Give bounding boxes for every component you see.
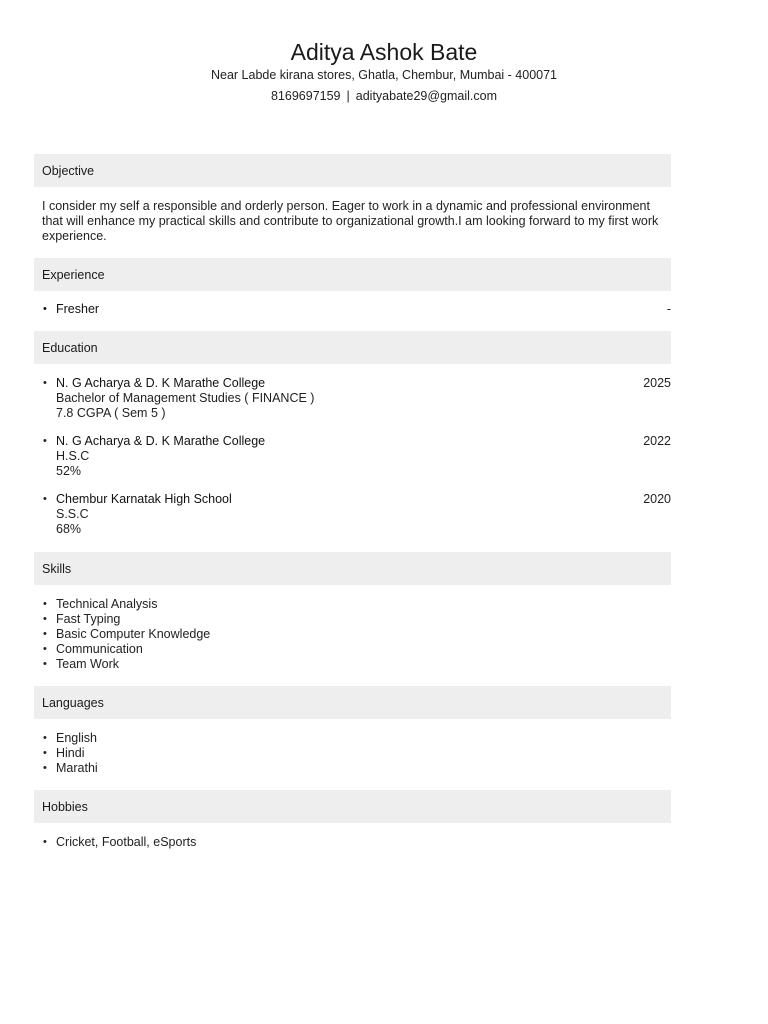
education-entry (42, 376, 671, 421)
list-item: • Technical Analysis (42, 597, 671, 612)
phone-number: 8169697159 (270, 89, 341, 103)
education-institution: • Chembur Karnatak High School (56, 492, 232, 506)
contact-line (0, 88, 768, 104)
objective-text: I consider my self a responsible and orderly person. Eager to work in a dynamic and professional environment that will enhance my practical skills and contribute to organizational growth.I am looking forward to my first work experience. (42, 199, 659, 243)
skills-list (42, 597, 671, 672)
list-item: • Hindi (42, 746, 671, 761)
experience-title: • Fresher (42, 302, 99, 317)
list-item: • Fast Typing (42, 612, 671, 627)
section-header-experience: Experience (34, 258, 671, 291)
list-item: • Basic Computer Knowledge (42, 627, 671, 642)
education-institution: • N. G Acharya & D. K Marathe College (56, 434, 266, 448)
section-header-skills: Skills (34, 552, 671, 585)
education-degree: S.S.C (56, 507, 89, 521)
education-entry (42, 492, 671, 537)
education-year: 2022 (643, 434, 671, 448)
section-header-hobbies: Hobbies (34, 790, 671, 823)
list-item: • Cricket, Football, eSports (42, 835, 671, 850)
education-degree: Bachelor of Management Studies ( FINANCE ) (56, 391, 315, 405)
education-institution: • N. G Acharya & D. K Marathe College (56, 376, 266, 390)
hobbies-list (42, 835, 671, 850)
section-header-education: Education (34, 331, 671, 364)
education-entry (42, 434, 671, 479)
resume-body (34, 154, 671, 862)
section-body-hobbies (34, 823, 671, 862)
experience-duration: - (666, 302, 671, 316)
section-header-languages: Languages (34, 686, 671, 719)
section-body-experience (34, 291, 671, 331)
education-year: 2020 (643, 492, 671, 506)
section-body-languages (34, 719, 671, 790)
education-score: 68% (56, 522, 82, 536)
section-header-objective: Objective (34, 154, 671, 187)
list-item: • Communication (42, 642, 671, 657)
contact-separator: | (346, 89, 350, 103)
email-address: adityabate29@gmail.com (355, 89, 498, 103)
candidate-name: Aditya Ashok Bate (290, 39, 478, 65)
section-body-objective (34, 187, 671, 258)
education-score: 52% (56, 464, 82, 478)
education-degree: H.S.C (56, 449, 90, 463)
resume-header (0, 0, 768, 154)
list-item: • Team Work (42, 657, 671, 672)
section-body-skills (34, 585, 671, 686)
candidate-address: Near Labde kirana stores, Ghatla, Chembur, Mumbai - 400071 (210, 68, 558, 82)
languages-list (42, 731, 671, 776)
list-item: • English (42, 731, 671, 746)
experience-entry (42, 302, 671, 317)
education-score: 7.8 CGPA ( Sem 5 ) (56, 406, 166, 420)
list-item: • Marathi (42, 761, 671, 776)
education-year: 2025 (643, 376, 671, 390)
section-body-education (34, 364, 671, 552)
